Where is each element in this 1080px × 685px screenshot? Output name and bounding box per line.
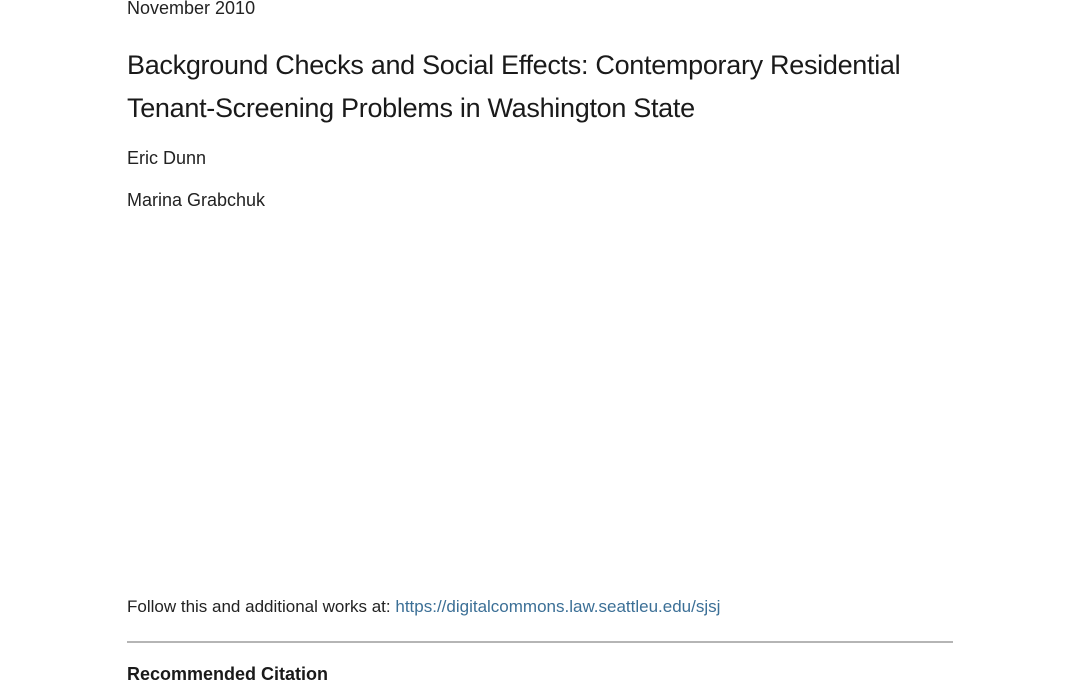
divider [127, 641, 953, 643]
author-name: Eric Dunn [127, 148, 207, 168]
follow-works-line [127, 597, 720, 617]
author-name: Marina Grabchuk [127, 190, 266, 210]
follow-works-label: Follow this and additional works at: [127, 597, 396, 616]
document-title: Background Checks and Social Effects: Contemporary Residential Tenant-Screening Problems in Washington State [127, 50, 901, 123]
digital-commons-link[interactable]: https://digitalcommons.law.seattleu.edu/sjsj [395, 597, 721, 616]
publication-date: November 2010 [127, 0, 256, 18]
recommended-citation-heading: Recommended Citation [127, 664, 329, 684]
